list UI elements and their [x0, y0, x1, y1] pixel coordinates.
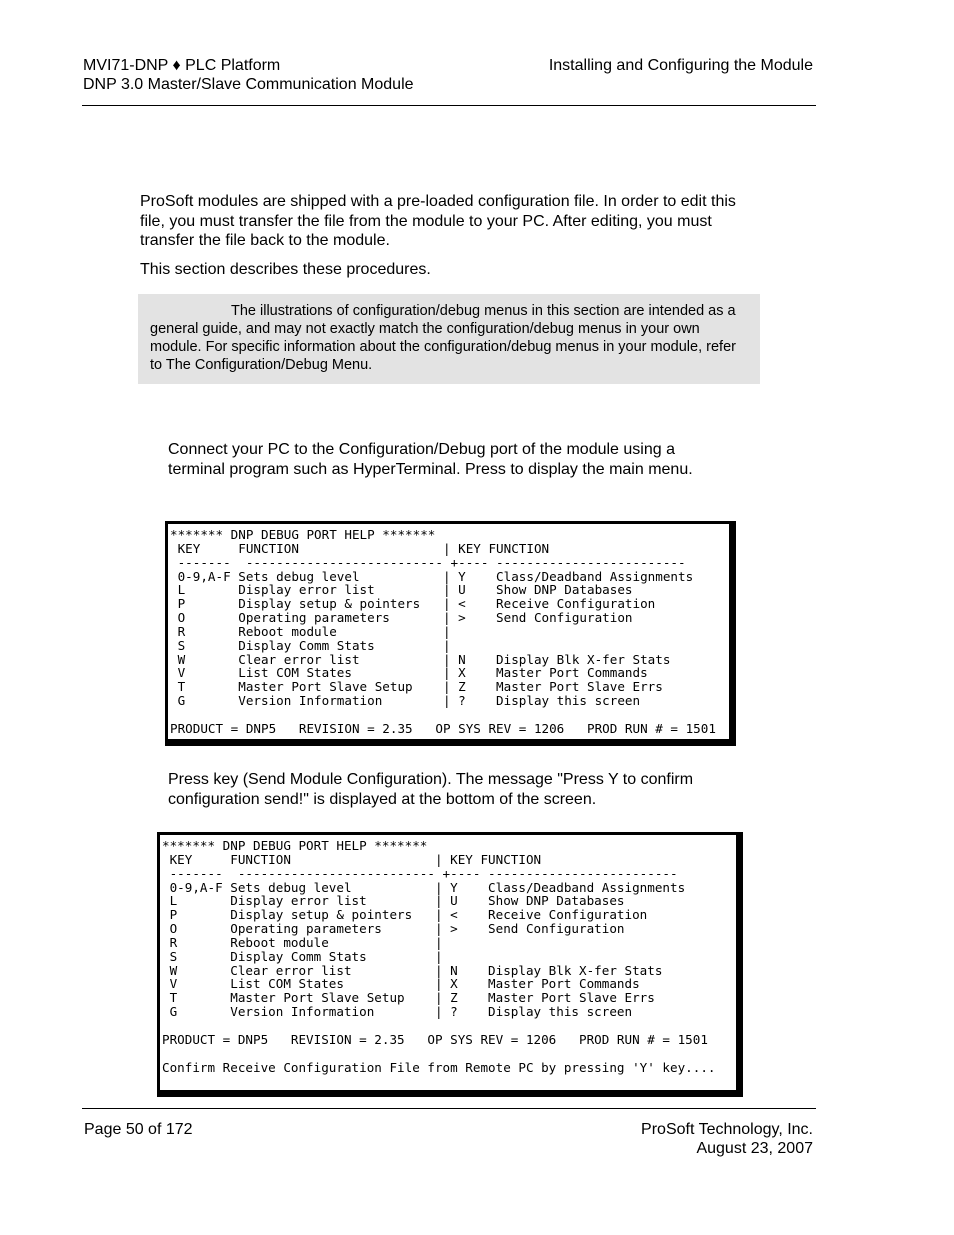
footer-date: August 23, 2007 — [696, 1140, 813, 1157]
note-text: The illustrations of configuration/debug menus in this section are intended as a general guide, and may not exactly match the configuration/debug menus in your own module. For specific information about the configuration/debug menus in your module, refer to The Configuration/Debug Menu. — [150, 303, 736, 373]
header-section-title: Installing and Configuring the Module — [548, 57, 813, 74]
page-number: Page 50 of 172 — [84, 1121, 193, 1138]
step-2-text: Press key (Send Module Configuration). The message "Press Y to confirm configuration send!" is displayed at the bottom of the screen. — [168, 771, 694, 808]
page-footer-right — [641, 1120, 813, 1158]
terminal-screenshot-main-menu — [165, 521, 736, 746]
header-rule — [82, 105, 816, 106]
terminal-screenshot-confirm — [157, 832, 743, 1097]
footer-company: ProSoft Technology, Inc. — [641, 1121, 813, 1138]
terminal-screen — [168, 524, 729, 739]
header-module-line: DNP 3.0 Master/Slave Communication Module — [83, 76, 414, 93]
terminal-text: ******* DNP DEBUG PORT HELP ******* KEY FUNCTION | KEY FUNCTION ------- -------------------------- +---- ------------------------- 0-9,A-F Sets debug level | Y Class/Deadband Assignments L Display error list | U Show DNP Databases P Display setup & pointers | < Receive Configuration O Operating parameters | > Send Configuration R Reboot module | S Display Comm Stats | W Clear error list | N Display Blk X-fer Stats V List COM States | X Master Port Commands T Master Port Slave Setup | Z Master Port Slave Errs G Version Information | ? Display this screen PRODUCT = DNP5 REVISION = 2.35 OP SYS REV = 1206 PROD RUN # = 1501 Confirm Receive Configuration File from Remote PC by pressing 'Y' key.... — [162, 838, 716, 1075]
terminal-text: ******* DNP DEBUG PORT HELP ******* KEY FUNCTION | KEY FUNCTION ------- -------------------------- +---- ------------------------- 0-9,A-F Sets debug level | Y Class/Deadband Assignments L Display error list | U Show DNP Databases P Display setup & pointers | < Receive Configuration O Operating parameters | > Send Configuration R Reboot module | S Display Comm Stats | W Clear error list | N Display Blk X-fer Stats V List COM States | X Master Port Commands T Master Port Slave Setup | Z Master Port Slave Errs G Version Information | ? Display this screen PRODUCT = DNP5 REVISION = 2.35 OP SYS REV = 1206 PROD RUN # = 1501 — [170, 527, 716, 736]
intro-paragraph: ProSoft modules are shipped with a pre-loaded configuration file. In order to edit this file, you must transfer the file from the module to your PC. After editing, you must transfer the file back to the module. — [140, 193, 736, 249]
footer-rule — [82, 1108, 816, 1109]
terminal-screen — [160, 835, 736, 1090]
note-box — [138, 294, 760, 384]
intro-paragraph-2: This section describes these procedures. — [140, 261, 431, 278]
header-product-line: MVI71-DNP ♦ PLC Platform — [83, 57, 281, 74]
page-header-left — [83, 56, 414, 94]
step-1-text: Connect your PC to the Configuration/Debug port of the module using a terminal program such as HyperTerminal. Press to display the main menu. — [168, 441, 693, 478]
